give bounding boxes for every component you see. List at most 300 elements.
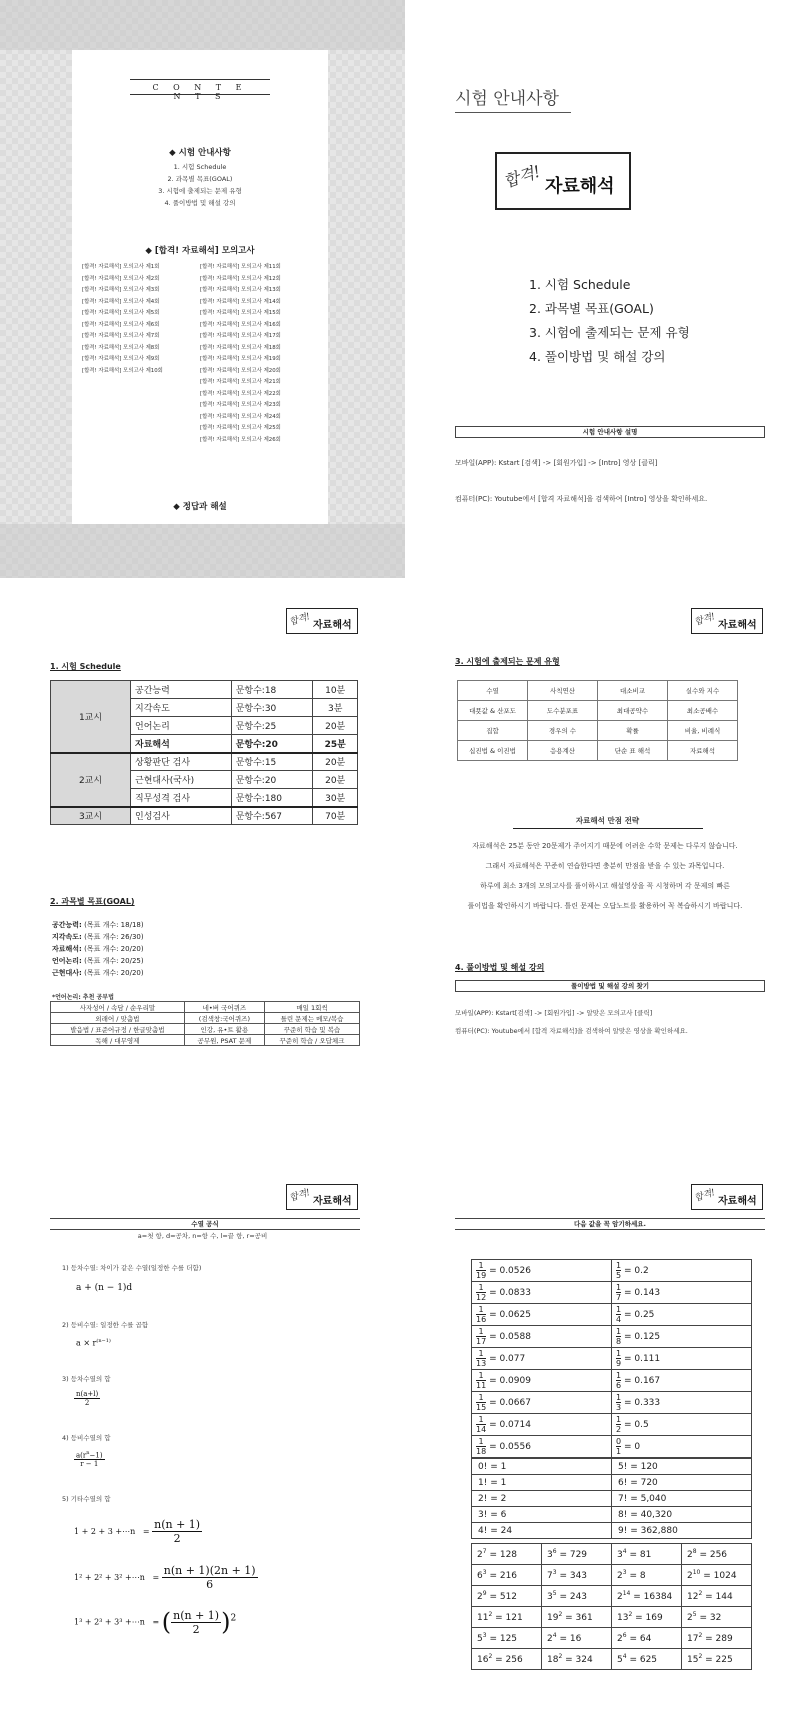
power-base: 13 [617,1613,629,1623]
power-value: = 32 [699,1613,722,1623]
power-value: = 16 [559,1634,582,1644]
period-cell: 2교시 [51,753,131,807]
power-cell [542,1586,612,1607]
toc-section-mock: ◆ [합격! 자료해석] 모의고사 [145,246,255,256]
goal-title: 2. 과목별 목표(GOAL) [50,897,135,906]
factorial-cell: 2! = 2 [472,1491,612,1507]
fraction-cell [612,1326,752,1348]
fraction-value: = 0 [623,1442,641,1452]
mock-exam-item: [합격! 자료해석] 모의고사 제10회 [82,367,163,374]
mock-exam-item: [합격! 자료해석] 모의고사 제25회 [200,425,281,431]
type-cell: 집합 [458,721,528,741]
fraction-cell [472,1260,612,1282]
logo: 합격! 자료해석 [286,608,358,634]
power-exponent: 9 [482,1590,487,1597]
type-cell: 수열 [458,681,528,701]
power-base: 17 [687,1634,699,1644]
mock-exam-item: [합격! 자료해석] 모의고사 제26회 [200,436,281,443]
mock-exam-item: [합격! 자료해석] 모의고사 제23회 [200,402,281,408]
table-row [472,1491,752,1507]
power-exponent: 3 [482,1569,487,1576]
power-base: 2 [547,1634,553,1644]
type-cell: 실수와 지수 [668,681,738,701]
goal-line: 자료해석: (목표 개수: 20/20) [52,945,144,953]
formula-geometric: $a \times r^{(n-1)}$ [76,1338,111,1348]
fraction-cell [472,1370,612,1392]
formula-legend: a=첫 항, d=공차, n=항 수, l=끝 항, r=공비 [137,1232,268,1240]
power-value: = 121 [495,1613,523,1623]
mock-exam-item: [합격! 자료해석] 모의고사 제18회 [200,344,281,351]
table-cell: 30분 [313,789,358,807]
power-cell [682,1565,752,1586]
fraction-value: = 0.0909 [489,1376,531,1386]
table-row [472,1260,752,1282]
mock-exam-item: [합격! 자료해석] 모의고사 제6회 [82,321,160,328]
power-cell [682,1586,752,1607]
fraction-cell [472,1304,612,1326]
factorial-cell: 1! = 1 [472,1475,612,1491]
section-header-bar: 시험 안내사항 설명 [455,426,765,438]
fraction: $\frac{1}{17}$ [476,1327,487,1346]
fraction-cell [612,1304,752,1326]
mock-exam-item: [합격! 자료해석] 모의고사 제12회 [200,275,281,282]
study-table [50,1001,360,1046]
logo: 합격! 자료해석 [691,608,763,634]
factorial-cell: 8! = 40,320 [612,1507,752,1523]
fraction: $\frac{1}{5}$ [616,1261,622,1280]
power-value: = 324 [565,1655,593,1665]
power-value: = 625 [629,1655,658,1665]
power-value: = 512 [489,1592,518,1602]
factorial-cell: 3! = 6 [472,1507,612,1523]
notice-item: 4. 풀이방법 및 해설 강의 [529,349,666,364]
section-header-bar: 다음 값을 꼭 암기하세요. [455,1218,765,1230]
table-cell: 문항수:30 [231,699,313,717]
power-exponent: 3 [622,1569,627,1576]
power-base: 7 [547,1571,553,1581]
fraction-value: = 0.0667 [489,1398,531,1408]
mock-exam-item: [합격! 자료해석] 모의고사 제1회 [82,264,160,270]
fraction-cell [472,1348,612,1370]
fraction-value: = 0.0588 [489,1332,531,1342]
table-row [51,753,358,771]
table-row [472,1436,752,1458]
power-base: 2 [617,1571,623,1581]
type-cell: 십진법 & 이진법 [458,741,528,761]
table-cell: 문항수:15 [231,753,313,771]
fraction: $\frac{1}{16}$ [476,1305,487,1324]
fraction: $\frac{1}{6}$ [616,1371,622,1390]
pc-instructions: 컴퓨터(PC): Youtube에서 [합격 자료해석]을 검색하여 알맞은 영상을 확인하세요. [455,1027,688,1035]
power-cell [472,1649,542,1670]
type-cell: 경우의 수 [528,721,598,741]
power-cell [612,1586,682,1607]
logo: 합격! 자료해석 [495,152,631,210]
power-exponent: 3 [482,1632,487,1639]
power-base: 5 [477,1634,483,1644]
power-cell [542,1565,612,1586]
power-cell [472,1544,542,1565]
fraction-value: = 0.0714 [489,1420,531,1430]
table-row [51,1013,360,1024]
table-row [472,1586,752,1607]
table-row [472,1392,752,1414]
power-cell [682,1607,752,1628]
schedule-page [0,578,405,1154]
factorial-cell: 0! = 1 [472,1459,612,1475]
power-value: = 128 [489,1550,518,1560]
fraction-cell [472,1392,612,1414]
toc-item: 3. 시험에 출제되는 문제 유형 [158,187,242,195]
mock-exam-item: [합격! 자료해석] 모의고사 제4회 [82,298,160,305]
table-row [51,1024,360,1035]
power-exponent: 5 [552,1590,557,1597]
mock-exam-item: [합격! 자료해석] 모의고사 제9회 [82,356,160,362]
power-base: 2 [477,1592,483,1602]
table-cell: 네•버 국어퀴즈 [184,1002,264,1013]
power-base: 2 [477,1550,483,1560]
page-title: 시험 안내사항 [455,89,559,109]
contents-title: C O N T E N T S [152,83,248,101]
power-value: = 64 [629,1634,652,1644]
power-exponent: 2 [488,1653,493,1660]
power-table [471,1543,752,1670]
power-base: 15 [687,1655,699,1665]
table-cell: 20분 [313,717,358,735]
table-cell: 근현대사(국사) [131,771,232,789]
table-cell: 공간능력 [131,681,232,699]
formula-sum-n: 1 + 2 + 3 +⋯n = $\frac{n(n + 1)}{2}$ [74,1518,201,1545]
table-cell: 발음법 / 표준어규정 / 한글맞춤법 [51,1024,185,1035]
fraction-value: = 0.125 [623,1332,661,1342]
notice-item: 2. 과목별 목표(GOAL) [529,301,654,316]
logo: 합격! 자료해석 [286,1184,358,1210]
power-base: 6 [477,1571,483,1581]
table-row [472,1370,752,1392]
mobile-instructions: 모바일(APP): Kstart[검색] -> [회원가입] -> 알맞은 모의고사 [클릭] [455,1009,653,1017]
lecture-title: 4. 풀이방법 및 해설 강의 [455,963,545,972]
mock-exam-item: [합격! 자료해석] 모의고사 제16회 [200,321,281,328]
toc-item: 2. 과목별 목표(GOAL) [167,175,233,183]
power-exponent: 2 [558,1611,563,1618]
mock-list-left [82,262,163,377]
factorial-cell: 4! = 24 [472,1523,612,1539]
fraction-value: = 0.0833 [489,1288,531,1298]
table-row [472,1607,752,1628]
table-row [458,721,738,741]
formula-label: 4) 등비수열의 합 [62,1434,111,1442]
table-cell: 지각속도 [131,699,232,717]
table-cell: 문항수:20 [231,735,313,753]
formula-arithmetic-sum: $\frac{n(a+l)}{2}$ [76,1390,99,1407]
table-cell: 문항수:180 [231,789,313,807]
mock-exam-item: [합격! 자료해석] 모의고사 제20회 [200,367,281,374]
table-row [458,681,738,701]
table-cell: 문항수:25 [231,717,313,735]
power-value: = 1024 [703,1571,737,1581]
fraction: $\frac{1}{13}$ [476,1349,487,1368]
goal-line: 지각속도: (목표 개수: 26/30) [52,933,144,941]
power-exponent: 2 [698,1653,703,1660]
fraction: $\frac{0}{1}$ [616,1437,622,1456]
power-cell [612,1544,682,1565]
table-row [472,1507,752,1523]
power-cell [612,1649,682,1670]
pc-instructions: 컴퓨터(PC): Youtube에서 [합격 자료해석]을 검색하여 [Intro] 영상을 확인하세요. [455,495,708,503]
table-row [472,1348,752,1370]
type-cell: 대소비교 [598,681,668,701]
period-cell: 1교시 [51,681,131,753]
power-exponent: 7 [482,1548,487,1555]
table-row [472,1544,752,1565]
factorial-cell: 6! = 720 [612,1475,752,1491]
power-exponent: 5 [692,1611,697,1618]
mobile-instructions: 모바일(APP): Kstart [검색] -> [회원가입] -> [Intro] 영상 [클릭] [455,459,658,467]
power-cell [682,1544,752,1565]
fraction: $\frac{1}{14}$ [476,1415,487,1434]
factorial-cell: 9! = 362,880 [612,1523,752,1539]
power-base: 19 [547,1613,559,1623]
power-cell [682,1649,752,1670]
strategy-title: 자료해석 만점 전략 [575,816,640,825]
goal-line: 언어논리: (목표 개수: 20/25) [52,957,144,965]
table-row [472,1326,752,1348]
power-exponent: 8 [692,1548,697,1555]
type-cell: 확률 [598,721,668,741]
mock-exam-item: [합격! 자료해석] 모의고사 제11회 [200,264,281,270]
fraction: $\frac{1}{4}$ [616,1305,622,1324]
fraction-cell [612,1414,752,1436]
mock-exam-item: [합격! 자료해석] 모의고사 제15회 [200,310,281,316]
contents-sheet [72,50,328,524]
fraction: $\frac{1}{8}$ [616,1327,622,1346]
notice-item: 1. 시험 Schedule [529,277,631,292]
power-cell [612,1607,682,1628]
power-cell [542,1607,612,1628]
table-row [51,681,358,699]
power-value: = 729 [559,1550,588,1560]
table-cell: 꾸준히 학습 및 복습 [264,1024,359,1035]
mock-exam-item: [합격! 자료해석] 모의고사 제17회 [200,333,281,339]
power-cell [612,1565,682,1586]
power-exponent: 2 [698,1632,703,1639]
table-cell: 문항수:18 [231,681,313,699]
table-cell: 외래어 / 맞춤법 [51,1013,185,1024]
fraction-value: = 0.143 [623,1288,661,1298]
table-row [472,1649,752,1670]
power-value: = 169 [635,1613,663,1623]
power-exponent: 4 [552,1632,557,1639]
fraction-value: = 0.0526 [489,1266,531,1276]
power-exponent: 10 [692,1569,701,1576]
fraction-cell [612,1260,752,1282]
table-cell: 자료해석 [131,735,232,753]
goal-line: 근현대사: (목표 개수: 20/20) [52,969,144,977]
table-row [472,1523,752,1539]
notice-item: 3. 시험에 출제되는 문제 유형 [529,325,690,340]
power-value: = 81 [629,1550,652,1560]
table-cell: 상황판단 검사 [131,753,232,771]
mock-list-right [200,262,281,446]
fraction-value: = 0.25 [623,1310,655,1320]
fraction-cell [612,1348,752,1370]
table-cell: 독해 / 대무영제 [51,1035,185,1046]
power-cell [472,1565,542,1586]
table-row [458,741,738,761]
fraction-cell [472,1414,612,1436]
table-cell: 언어논리 [131,717,232,735]
power-value: = 216 [489,1571,518,1581]
fraction: $\frac{1}{7}$ [616,1283,622,1302]
power-base: 3 [547,1550,553,1560]
memorize-page [405,1154,810,1730]
formula-label: 2) 등비수열: 일정한 수를 곱함 [62,1321,149,1329]
fraction: $\frac{1}{12}$ [476,1283,487,1302]
fraction-value: = 0.0625 [489,1310,531,1320]
power-exponent: 4 [622,1653,627,1660]
table-cell: 25분 [313,735,358,753]
power-base: 11 [477,1613,489,1623]
mock-exam-item: [합격! 자료해석] 모의고사 제5회 [82,310,160,316]
power-base: 12 [687,1592,699,1602]
power-base: 3 [617,1550,623,1560]
mock-exam-item: [합격! 자료해석] 모의고사 제8회 [82,344,160,351]
table-cell: 꾸준히 학습 / 오답체크 [264,1035,359,1046]
table-cell: 20분 [313,771,358,789]
section-header-bar: 풀이방법 및 해설 강의 찾기 [455,980,765,992]
fraction: $\frac{1}{9}$ [616,1349,622,1368]
table-row [51,807,358,825]
types-page [405,578,810,1154]
power-base: 2 [617,1592,623,1602]
table-cell: (검색창:국어퀴즈) [184,1013,264,1024]
type-cell: 최대공약수 [598,701,668,721]
power-exponent: 2 [558,1653,563,1660]
power-value: = 225 [705,1655,733,1665]
power-cell [542,1649,612,1670]
power-cell [472,1628,542,1649]
fraction-cell [612,1282,752,1304]
type-cell: 자료해석 [668,741,738,761]
power-cell [542,1544,612,1565]
fraction-value: = 0.333 [623,1398,661,1408]
fraction-value: = 0.2 [623,1266,649,1276]
mock-exam-item: [합격! 자료해석] 모의고사 제19회 [200,356,281,362]
type-cell: 대푯값 & 산포도 [458,701,528,721]
fraction-cell [612,1392,752,1414]
fraction: $\frac{1}{18}$ [476,1437,487,1456]
table-cell: 문항수:567 [231,807,313,825]
table-cell: 10분 [313,681,358,699]
type-cell: 단순 표 해석 [598,741,668,761]
toc-item: 4. 풀이방법 및 해설 강의 [164,199,236,207]
logo: 합격! 자료해석 [691,1184,763,1210]
toc-section-notice: ◆ 시험 안내사항 [169,148,231,158]
table-cell: 공무원, PSAT 문제 [184,1035,264,1046]
fraction-cell [612,1370,752,1392]
power-value: = 256 [495,1655,523,1665]
power-base: 2 [687,1550,693,1560]
table-cell: 틀린 문제는 메모/복습 [264,1013,359,1024]
power-value: = 125 [489,1634,518,1644]
type-cell: 도수분포표 [528,701,598,721]
table-cell: 문항수:20 [231,771,313,789]
formula-arithmetic: a + (n − 1)d [76,1283,133,1293]
table-cell: 사자성어 / 속담 / 순우리말 [51,1002,185,1013]
fraction: $\frac{1}{15}$ [476,1393,487,1412]
mock-exam-item: [합격! 자료해석] 모의고사 제21회 [200,379,281,385]
fraction-value: = 0.077 [489,1354,526,1364]
power-exponent: 3 [552,1569,557,1576]
formula-page [0,1154,405,1730]
fraction-value: = 0.5 [623,1420,649,1430]
power-base: 18 [547,1655,559,1665]
power-cell [472,1607,542,1628]
formula-label: 5) 기타수열의 합 [62,1495,111,1503]
strategy-text: 자료해석은 25분 동안 20문제가 주어지기 때문에 어려운 수학 문제는 다루지 않습니다. 그래서 자료해석은 꾸준히 연습한다면 충분히 만점을 받을 수 있는 과목입니다. 하루에 최소 3개의 모의고사를 풀이하시고 해설영상을 꼭 시청하며 각 문제의 빠른 풀이법을 확인하시기 바랍니다. 틀린 문제는 오답노트를 활용하여 꼭 복습하시기 바랍니다. [467,842,743,910]
table-row [472,1475,752,1491]
table-row [51,1002,360,1013]
power-base: 2 [617,1634,623,1644]
power-base: 3 [547,1592,553,1602]
contents-page [0,0,405,578]
table-row [472,1414,752,1436]
power-value: = 8 [629,1571,646,1581]
table-row [51,1035,360,1046]
type-cell: 최소공배수 [668,701,738,721]
power-exponent: 6 [622,1632,627,1639]
power-value: = 243 [559,1592,588,1602]
fraction: $\frac{1}{11}$ [476,1371,487,1390]
mock-exam-item: [합격! 자료해석] 모의고사 제7회 [82,333,160,339]
table-cell: 인성검사 [131,807,232,825]
type-cell: 사칙연산 [528,681,598,701]
fraction-cell [472,1326,612,1348]
fraction-table [471,1259,752,1458]
fraction-cell [472,1436,612,1458]
period-cell: 3교시 [51,807,131,825]
power-exponent: 2 [488,1611,493,1618]
power-value: = 361 [565,1613,593,1623]
power-exponent: 2 [698,1590,703,1597]
factorial-cell: 7! = 5,040 [612,1491,752,1507]
fraction: $\frac{1}{19}$ [476,1261,487,1280]
power-cell [542,1628,612,1649]
mock-exam-item: [합격! 자료해석] 모의고사 제24회 [200,413,281,420]
table-row [472,1304,752,1326]
power-exponent: 14 [622,1590,631,1597]
power-base: 2 [687,1613,693,1623]
power-base: 2 [687,1571,693,1581]
type-cell: 비율, 비례식 [668,721,738,741]
fraction: $\frac{1}{2}$ [616,1415,622,1434]
mock-exam-item: [합격! 자료해석] 모의고사 제22회 [200,390,281,397]
power-value: = 144 [705,1592,733,1602]
power-exponent: 6 [552,1548,557,1555]
section-header-bar: 수열 공식 [50,1218,360,1230]
goal-line: 공간능력: (목표 개수: 18/18) [52,921,144,929]
power-value: = 256 [699,1550,728,1560]
fraction: $\frac{1}{3}$ [616,1393,622,1412]
formula-label: 1) 등차수열: 차이가 같은 수열(일정한 수를 더함) [62,1264,202,1272]
schedule-table [50,680,358,825]
table-cell: 인강, 유•트 활용 [184,1024,264,1035]
formula-label: 3) 등차수열의 합 [62,1375,111,1383]
study-title: *언어논리: 추천 공부법 [52,994,114,1001]
toc-section-answers: ◆ 정답과 해설 [173,502,227,512]
table-cell: 20분 [313,753,358,771]
mock-exam-item: [합격! 자료해석] 모의고사 제14회 [200,298,281,305]
